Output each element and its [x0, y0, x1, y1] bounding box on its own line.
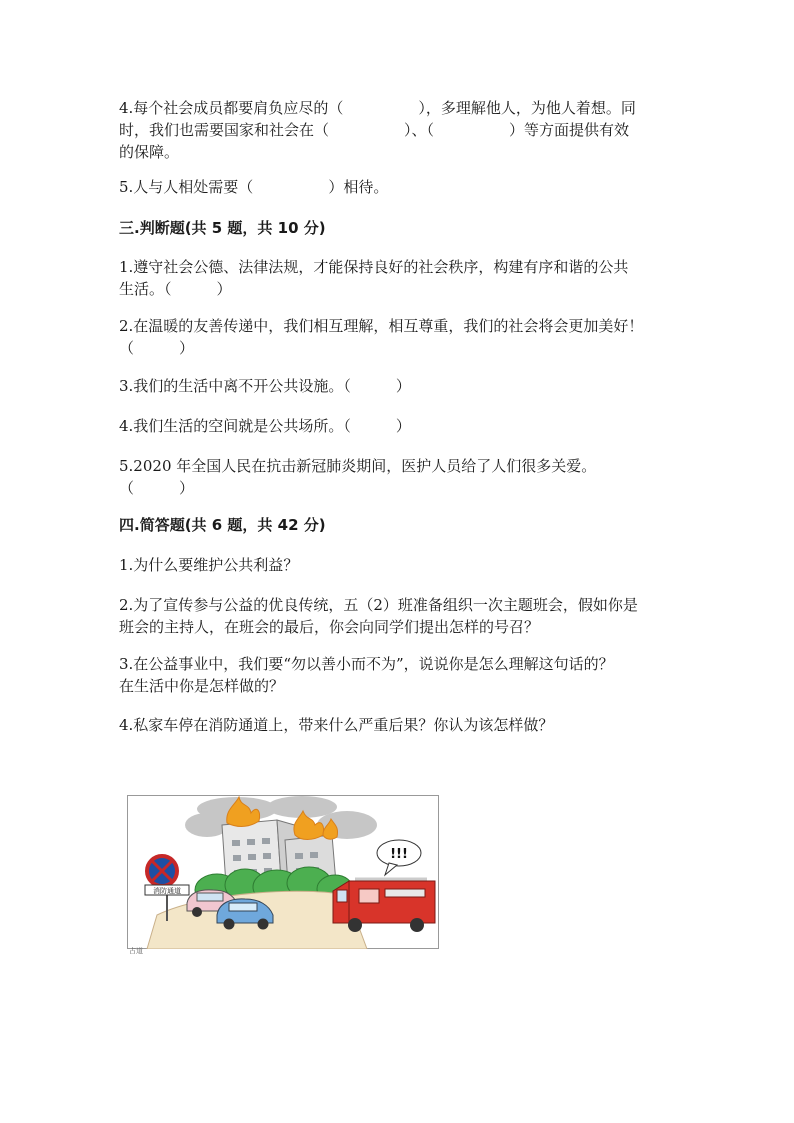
sa-q3-line2: 在生活中你是怎样做的？: [119, 677, 285, 695]
q4-line1: 4.每个社会成员都要肩负应尽的（ ），多理解他人，为他人着想。同: [119, 99, 636, 117]
judge-question-3: 3.我们的生活中离不开公共设施。（ ）: [119, 377, 411, 395]
judge-question-5: [119, 455, 679, 499]
fire-lane-plate: [145, 885, 189, 895]
illustration-caption: 占道: [129, 947, 143, 955]
judge-question-4: 4.我们生活的空间就是公共场所。（ ）: [119, 417, 411, 435]
fire-lane-illustration: [127, 795, 439, 949]
exclaim-text: !!!: [390, 847, 408, 862]
sa-q2-line2: 班会的主持人，在班会的最后，你会向同学们提出怎样的号召？: [119, 618, 540, 636]
sa-q3-line1: 3.在公益事业中，我们要“勿以善小而不为”，说说你是怎么理解这句话的？: [119, 655, 614, 673]
fill-in-question-4: [119, 97, 679, 163]
q4-line2: 时，我们也需要国家和社会在（ ）、（ ）等方面提供有效: [119, 121, 630, 139]
judge-section-heading: 三.判断题(共 5 题，共 10 分): [119, 219, 326, 237]
judge-q2-line1: 2.在温暖的友善传递中，我们相互理解，相互尊重，我们的社会将会更加美好！: [119, 317, 644, 335]
fill-in-question-5: 5.人与人相处需要（ ）相待。: [119, 178, 389, 196]
judge-q2-line2: （ ）: [119, 339, 195, 357]
judge-q5-line2: （ ）: [119, 479, 195, 497]
judge-question-2: [119, 315, 679, 359]
judge-question-1: [119, 256, 679, 300]
judge-q1-line1: 1.遵守社会公德、法律法规，才能保持良好的社会秩序，构建有序和谐的公共: [119, 258, 629, 276]
short-answer-question-3: [119, 653, 679, 697]
judge-q1-line2: 生活。（ ）: [119, 280, 232, 298]
sa-q2-line1: 2.为了宣传参与公益的优良传统，五（2）班准备组织一次主题班会，假如你是: [119, 596, 638, 614]
q4-line3: 的保障。: [119, 143, 180, 161]
short-answer-question-1: 1.为什么要维护公共利益？: [119, 556, 299, 574]
short-answer-question-4: 4.私家车停在消防通道上，带来什么严重后果？你认为该怎样做？: [119, 716, 554, 734]
judge-q5-line1: 5.2020 年全国人民在抗击新冠肺炎期间，医护人员给了人们很多关爱。: [119, 457, 597, 475]
fire-lane-plate-text: 消防通道: [153, 887, 181, 895]
short-answer-section-heading: 四.简答题(共 6 题，共 42 分): [119, 516, 326, 534]
short-answer-question-2: [119, 594, 679, 638]
